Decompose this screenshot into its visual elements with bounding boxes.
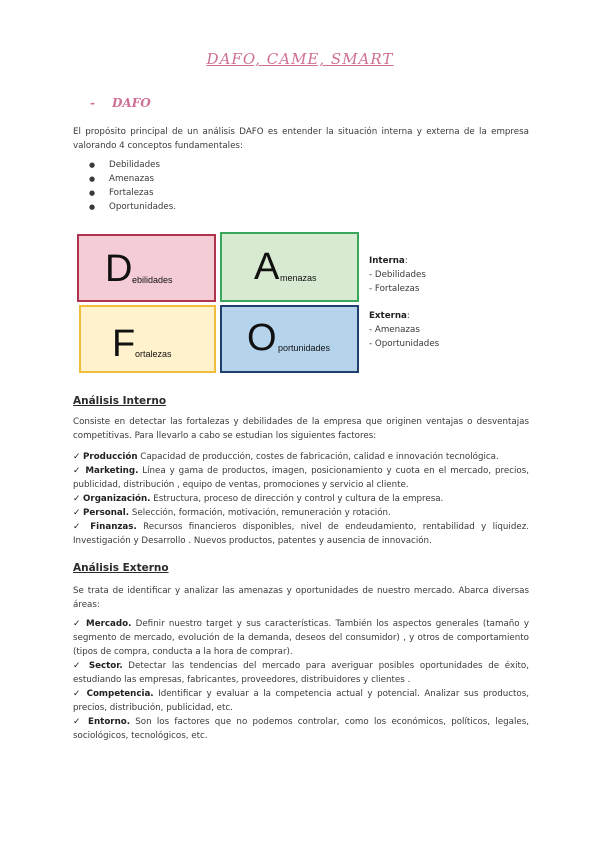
check-icon: ✓	[73, 619, 82, 629]
list-item	[73, 659, 529, 687]
item-term: Marketing.	[85, 466, 139, 476]
box-letter: O	[247, 317, 277, 359]
box-letter: A	[254, 246, 280, 288]
interna-legend: Interna: - Debilidades - Fortalezas	[369, 256, 426, 294]
box-word: menazas	[280, 273, 317, 283]
list-item: ● Oportunidades.	[73, 200, 176, 214]
check-icon: ✓	[73, 689, 83, 699]
check-icon: ✓	[73, 466, 82, 476]
box-letter: F	[112, 323, 136, 365]
externo-area-list	[73, 617, 529, 743]
dafo-box-fortalezas	[79, 305, 216, 373]
list-item	[73, 715, 529, 743]
section-heading-dafo	[90, 96, 151, 110]
box-word: portunidades	[278, 343, 331, 353]
item-text: Capacidad de producción, costes de fabricación, calidad e innovación tecnológica.	[140, 452, 499, 462]
list-item	[73, 450, 529, 464]
intro-paragraph: El propósito principal de un análisis DAFO es entender la situación interna y externa de la empresa valorando 4 conceptos fundamentales:	[73, 127, 529, 151]
list-item	[73, 687, 529, 715]
box-letter: D	[105, 248, 133, 290]
dafo-box-debilidades	[77, 234, 216, 302]
legend-item: - Oportunidades	[369, 339, 440, 349]
dafo-box-amenazas	[220, 232, 359, 302]
item-text: Línea y gama de productos, imagen, posicionamiento y cuota en el mercado, precios, publicidad, distribución , equipo de ventas, promociones y servicio al cliente.	[73, 466, 530, 490]
item-term: Mercado.	[86, 619, 132, 629]
heading-analisis-externo: Análisis Externo	[73, 562, 169, 574]
item-term: Personal.	[83, 508, 130, 518]
item-text: Identificar y evaluar a la competencia actual y potencial. Analizar sus productos, precios, distribución, publicidad, etc.	[73, 689, 530, 713]
list-item: ● Debilidades	[73, 158, 176, 172]
item-term: Competencia.	[86, 689, 154, 699]
item-text: Detectar las tendencias del mercado para averiguar posibles oportunidades de éxito, estudiando las empresas, fabricantes, proveedores, distribuidores y clientes .	[73, 661, 530, 685]
item-term: Entorno.	[88, 717, 131, 727]
check-icon: ✓	[73, 508, 81, 518]
dafo-box-oportunidades	[220, 305, 359, 373]
legend-item: - Fortalezas	[369, 284, 420, 294]
box-word: ebilidades	[132, 275, 173, 285]
legend-item: - Amenazas	[369, 325, 420, 335]
list-item	[73, 520, 529, 548]
list-item: ● Amenazas	[73, 172, 176, 186]
interna-label: Interna	[369, 256, 405, 266]
interno-intro: Consiste en detectar las fortalezas y debilidades de la empresa que originen ventajas o desventajas competitivas. Para llevarlo a cabo se estudian los siguientes factores:	[73, 417, 529, 441]
externo-intro: Se trata de identificar y analizar las amenazas y oportunidades de nuestro mercado. Abarca diversas áreas:	[73, 586, 529, 610]
check-icon: ✓	[73, 494, 81, 504]
item-term: Organización.	[83, 494, 151, 504]
heading-analisis-interno: Análisis Interno	[73, 395, 167, 407]
item-term: Producción	[83, 452, 138, 462]
item-term: Finanzas.	[90, 522, 137, 532]
check-icon: ✓	[73, 452, 81, 462]
check-icon: ✓	[73, 661, 84, 671]
box-word: ortalezas	[135, 349, 172, 359]
item-text: Recursos financieros disponibles, nivel de endeudamiento, rentabilidad y liquidez. Investigación y Desarrollo . Nuevos productos, patentes y ausencia de innovación.	[73, 522, 530, 546]
list-item	[73, 617, 529, 659]
check-icon: ✓	[73, 522, 84, 532]
heading-dash: -	[90, 96, 95, 110]
interno-factor-list	[73, 450, 529, 548]
item-text: Estructura, proceso de dirección y control y cultura de la empresa.	[153, 494, 444, 504]
externa-label: Externa	[369, 311, 407, 321]
item-term: Sector.	[88, 661, 123, 671]
item-text: Definir nuestro target y sus características. También los aspectos generales (tamaño y segmento de mercado, evolución de la demanda, deseos del consumidor) , y otros de comportamiento (tipos de compra, conducta a la hora de comprar).	[73, 619, 529, 657]
list-item	[73, 506, 529, 520]
heading-text: DAFO	[112, 96, 151, 110]
list-item: ● Fortalezas	[73, 186, 176, 200]
concept-list	[73, 158, 176, 214]
check-icon: ✓	[73, 717, 83, 727]
page-title: DAFO, CAME, SMART	[206, 50, 394, 68]
list-item	[73, 464, 529, 492]
item-text: Selección, formación, motivación, remuneración y rotación.	[131, 508, 391, 518]
item-text: Son los factores que no podemos controlar, como los económicos, políticos, legales, sociológicos, tecnológicos, etc.	[73, 717, 529, 741]
legend-item: - Debilidades	[369, 270, 426, 280]
list-item	[73, 492, 529, 506]
externa-legend: Externa: - Amenazas - Oportunidades	[369, 311, 440, 349]
